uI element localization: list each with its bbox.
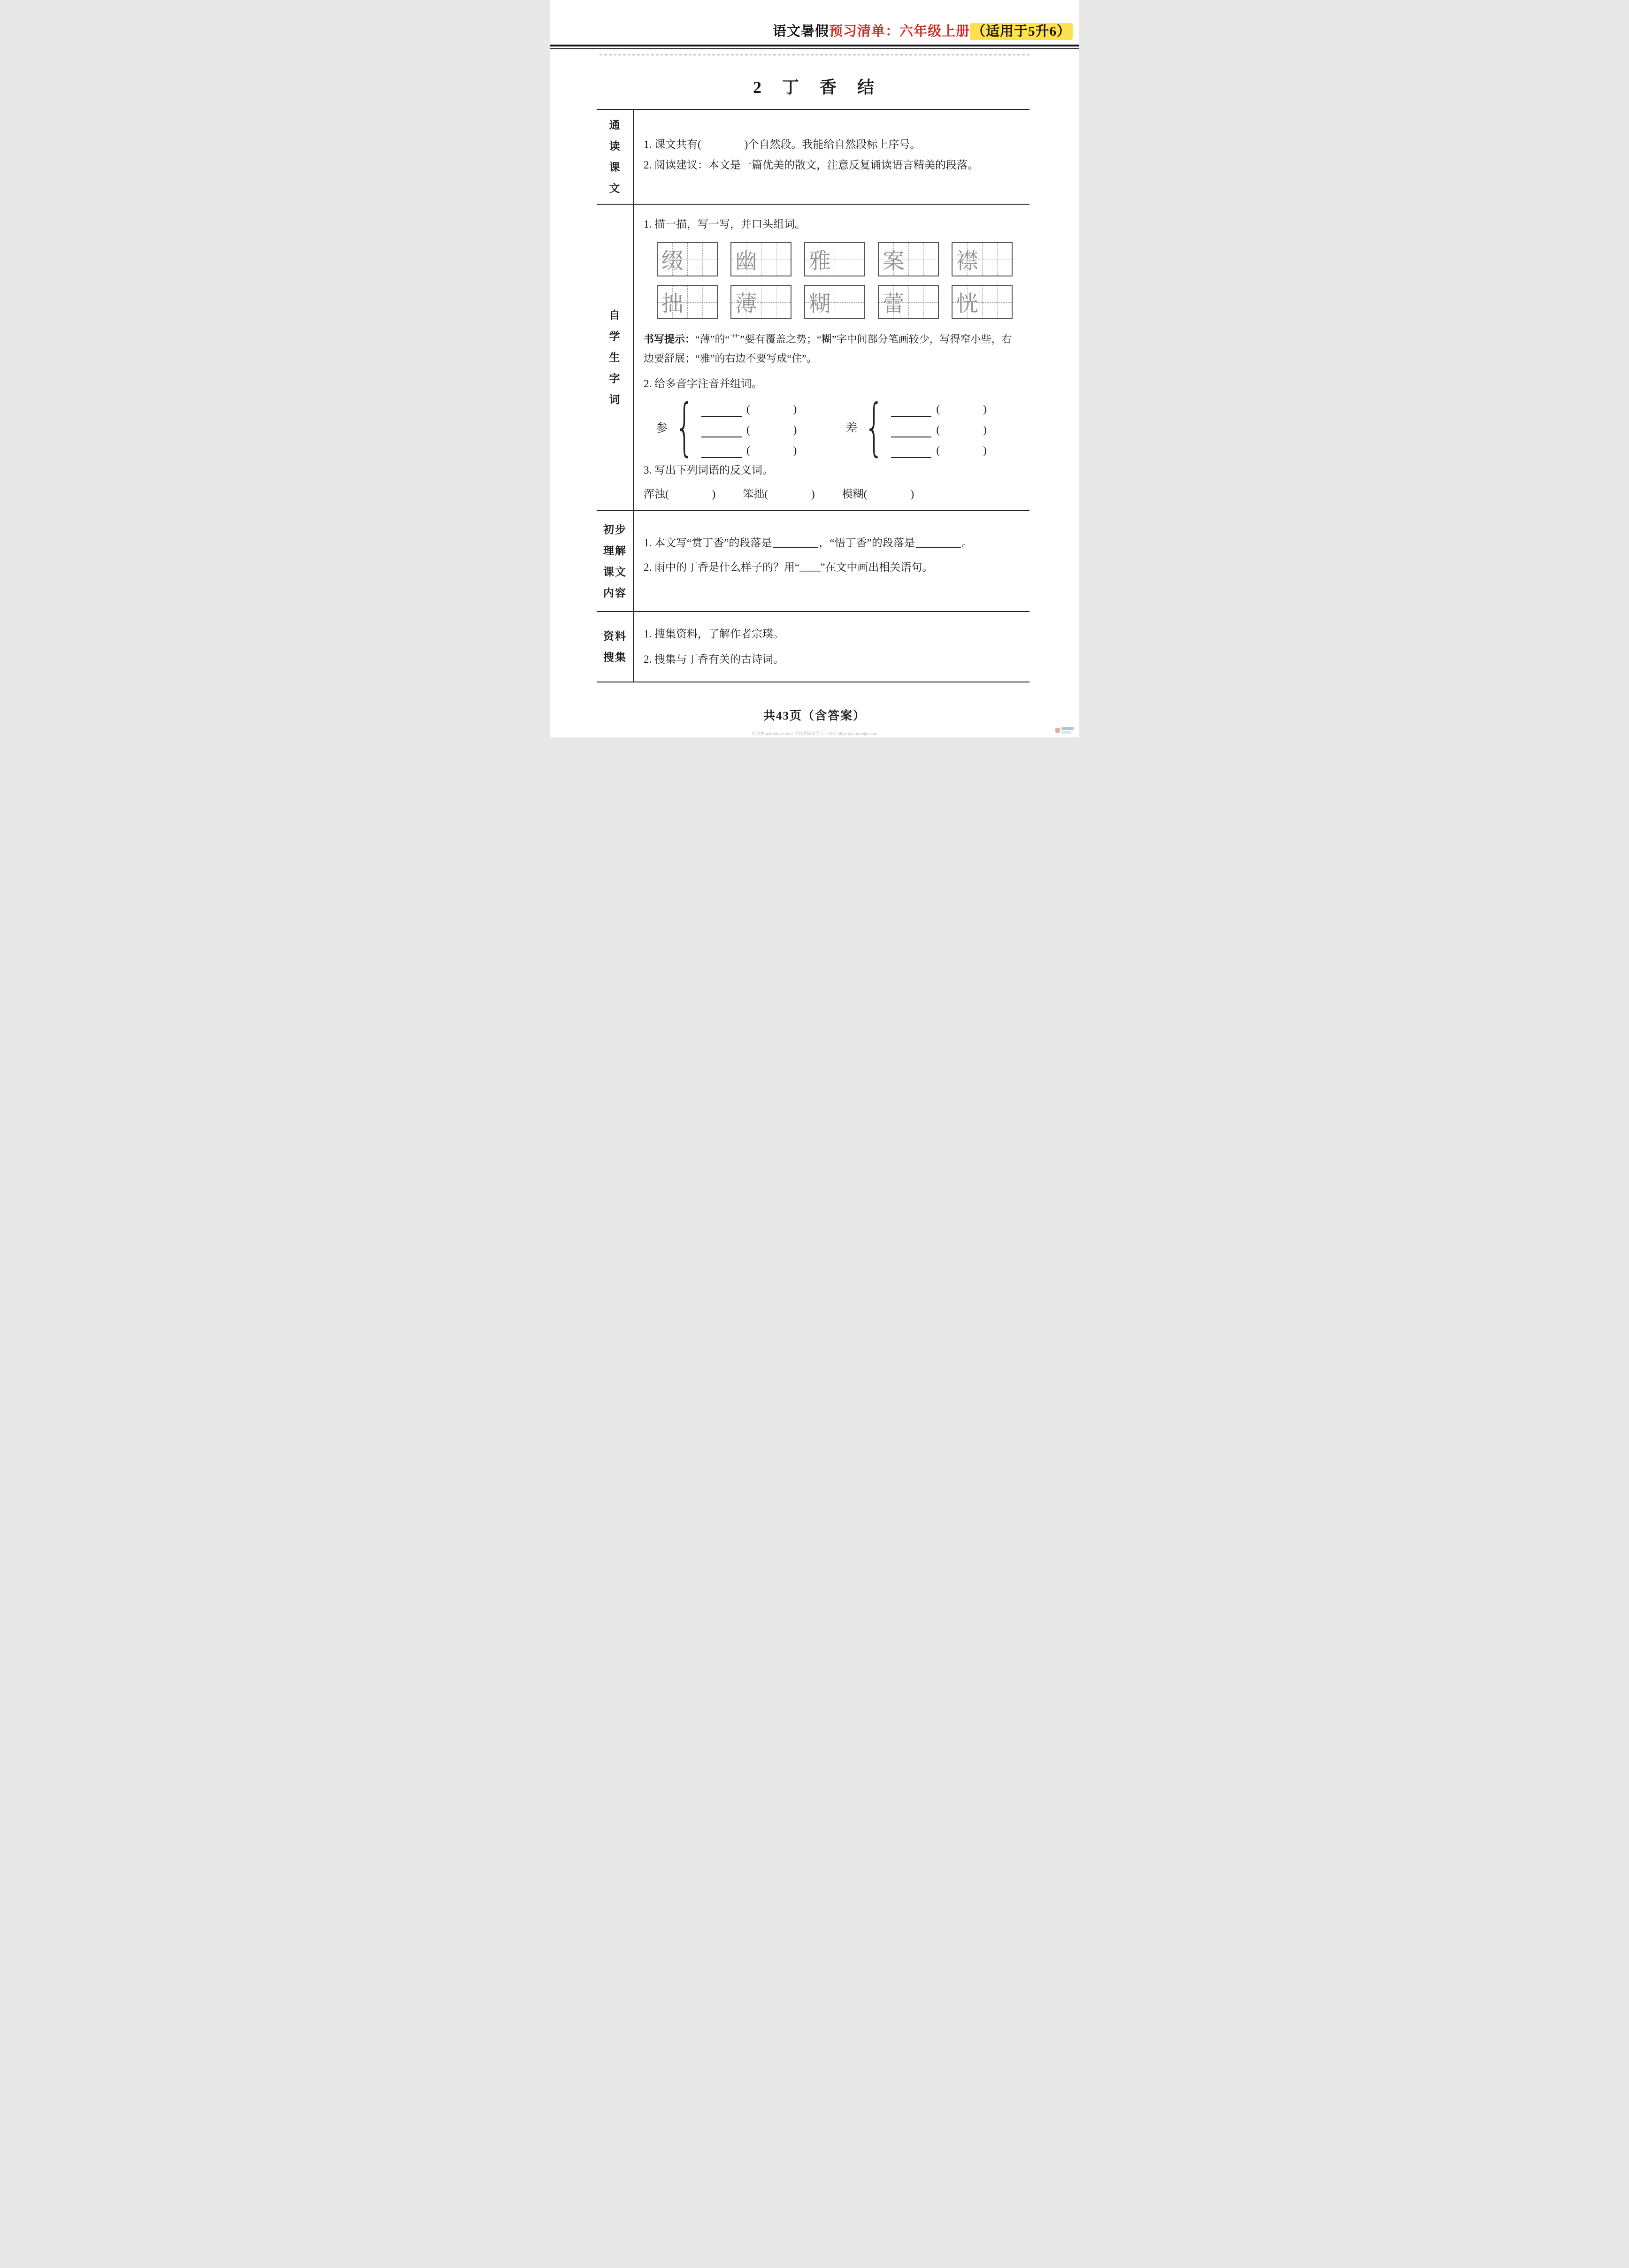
- label-char: 读: [609, 140, 621, 152]
- corner-watermark-bar: [1061, 727, 1074, 730]
- answer-blank: [891, 403, 931, 417]
- grid-cell-empty: [908, 286, 938, 318]
- corner-watermark-mark: [1055, 728, 1060, 733]
- character-grid-row-1: [657, 242, 1023, 276]
- grid-cell-character: [879, 286, 908, 318]
- label-char: 文: [609, 182, 621, 194]
- section-content-self-study: [634, 205, 1030, 510]
- label-char: 理解: [603, 544, 627, 557]
- practice-character: 糊: [808, 292, 831, 316]
- task-item: 1. 搜集资料，了解作者宗璞。: [644, 628, 784, 640]
- antonym-item: [842, 484, 914, 504]
- grid-cell-empty: [982, 286, 1012, 318]
- page-header: [773, 21, 1073, 40]
- label-char: 内容: [603, 586, 627, 599]
- character-grid-group: [878, 242, 939, 276]
- character-grid-row-2: [657, 285, 1023, 319]
- header-double-rule: [550, 45, 1079, 49]
- grid-cell-character: [731, 243, 761, 276]
- character-grid-group: [804, 285, 865, 319]
- answer-line: [701, 396, 797, 417]
- polyphone-answer-lines: [891, 396, 986, 458]
- writing-tip-title: 书写提示：: [644, 333, 696, 345]
- answer-line: [891, 417, 986, 437]
- label-char: 自: [609, 309, 621, 321]
- task-item: 2. 阅读建议：本文是一篇优美的散文，注意反复诵读语言精美的段落。: [644, 159, 978, 171]
- section-self-study-words: [597, 204, 1030, 510]
- label-char: 字: [609, 372, 621, 384]
- grid-cell-character: [658, 286, 687, 318]
- polyphone-group-cha: [845, 391, 987, 463]
- word-paren: ( ): [746, 403, 797, 415]
- header-subject: 语文暑假: [772, 24, 829, 39]
- task-item: 2. 给多音字注音并组词。: [644, 378, 762, 390]
- task-item: 2. 搜集与丁香有关的古诗词。: [644, 653, 784, 665]
- word-paren: ( ): [936, 424, 987, 436]
- word-paren: ( ): [746, 444, 797, 456]
- label-char: 通: [609, 119, 621, 131]
- word-paren: ( ): [665, 488, 716, 500]
- grid-cell-empty: [982, 243, 1012, 276]
- character-grid-group: [657, 285, 718, 319]
- grid-cell-character: [805, 243, 835, 276]
- polyphone-character: 差: [845, 422, 858, 435]
- character-grid-group: [730, 285, 791, 319]
- brace-glyph: {: [675, 391, 695, 463]
- antonym-word: 笨拙: [743, 488, 765, 500]
- site-watermark: 简单教-jiandanjie.com-学科网简单学习一条街 https://jiandanjie.com: [752, 731, 877, 736]
- character-grid-group: [952, 285, 1013, 319]
- answer-blank: [773, 536, 818, 548]
- label-char: 初步: [603, 523, 627, 536]
- grid-cell-empty: [687, 286, 717, 318]
- task-text: ”在文中画出相关语句。: [820, 561, 933, 573]
- grid-cell-empty: [761, 286, 791, 318]
- word-paren: ( ): [863, 488, 914, 500]
- task-item: 1. 描一描，写一写，并口头组词。: [644, 218, 806, 230]
- label-char: 课文: [603, 565, 627, 578]
- writing-tip-text: “薄”的“艹”要有覆盖之势；“糊”字中间部分笔画较少，写得窄小些，右边要舒展；“雅”的右边不要写成“住”。: [644, 333, 1012, 364]
- antonym-item: [644, 484, 715, 504]
- section-label-understanding: [597, 511, 634, 611]
- corner-watermark: [1055, 727, 1074, 734]
- word-paren: ( ): [764, 488, 815, 500]
- section-content-read-through: [634, 110, 1030, 204]
- label-char: 资料: [603, 630, 627, 642]
- answer-blank: [701, 444, 742, 458]
- task-text: 。: [961, 537, 973, 549]
- answer-line: [701, 437, 797, 458]
- corner-watermark-bar: [1061, 731, 1071, 734]
- label-char: 词: [609, 393, 621, 406]
- word-paren: ( ): [936, 444, 987, 456]
- polyphone-exercise: [656, 391, 1023, 463]
- task-item: 3. 写出下列词语的反义词。: [644, 464, 773, 476]
- polyphone-group-can: [656, 391, 797, 463]
- header-series-title: 预习清单：六年级上册: [829, 24, 970, 39]
- antonym-word: 模糊: [842, 488, 864, 500]
- grid-cell-character: [879, 243, 908, 276]
- practice-character: 薄: [735, 292, 757, 316]
- section-research: [597, 611, 1030, 682]
- section-understanding: [597, 510, 1030, 611]
- answer-blank: [701, 403, 742, 417]
- task-text: 2. 雨中的丁香是什么样子的？用“: [644, 561, 800, 573]
- label-char: 搜集: [603, 651, 627, 663]
- grid-cell-character: [953, 286, 982, 318]
- task-item: 1. 课文共有( )个自然段。我能给自然段标上序号。: [644, 138, 921, 150]
- worksheet-table: [597, 109, 1030, 682]
- grid-cell-empty: [835, 286, 865, 318]
- antonym-exercise: [644, 484, 1023, 504]
- practice-character: 案: [882, 249, 905, 274]
- wavy-underline-mark: ﹏﹏: [799, 561, 821, 573]
- character-grid-group: [878, 285, 939, 319]
- antonym-item: [743, 484, 814, 504]
- character-grid-group: [804, 242, 865, 276]
- answer-blank: [701, 423, 742, 437]
- grid-cell-empty: [687, 243, 717, 276]
- practice-character: 襟: [956, 249, 978, 274]
- task-item: [644, 531, 1023, 555]
- writing-tip: [644, 329, 1014, 368]
- practice-character: 幽: [735, 249, 757, 274]
- grid-cell-character: [731, 286, 761, 318]
- grid-cell-character: [953, 243, 982, 276]
- answer-line: [891, 396, 986, 417]
- answer-blank: [891, 423, 931, 437]
- word-paren: ( ): [936, 403, 987, 415]
- label-char: 课: [609, 161, 621, 173]
- grid-cell-character: [658, 243, 687, 276]
- section-label-read-through: [597, 110, 634, 204]
- lesson-title: 2 丁 香 结: [753, 78, 876, 97]
- answer-blank: [891, 444, 931, 458]
- grid-cell-empty: [835, 243, 865, 276]
- grid-cell-character: [805, 286, 835, 318]
- section-read-through: [597, 110, 1030, 204]
- section-label-research: [597, 612, 634, 682]
- section-content-research: [634, 612, 1030, 682]
- task-text: ，“悟丁香”的段落是: [819, 537, 915, 549]
- label-char: 学: [609, 330, 621, 342]
- character-grid-group: [657, 242, 718, 276]
- header-grade-badge: （适用于5升6）: [970, 23, 1073, 40]
- header-dashed-rule: [599, 54, 1030, 55]
- practice-character: 缀: [661, 249, 684, 274]
- practice-character: 雅: [808, 249, 831, 274]
- task-item: [644, 555, 1023, 580]
- grid-cell-empty: [761, 243, 791, 276]
- grid-cell-empty: [908, 243, 938, 276]
- character-grid-group: [730, 242, 791, 276]
- label-char: 生: [609, 351, 621, 363]
- page-count-footer: 共43页（含答案）: [763, 710, 866, 722]
- antonym-word: 浑浊: [644, 488, 665, 500]
- character-grid-group: [952, 242, 1013, 276]
- answer-line: [701, 417, 797, 437]
- polyphone-character: 参: [656, 422, 668, 435]
- practice-character: 拙: [661, 292, 684, 316]
- section-content-understanding: [634, 511, 1030, 611]
- section-label-self-study: [597, 205, 634, 510]
- practice-character: 蕾: [882, 292, 905, 316]
- answer-line: [891, 437, 986, 458]
- task-text: 1. 本文写“赏丁香”的段落是: [644, 537, 772, 549]
- answer-blank: [916, 536, 961, 548]
- worksheet-page: [550, 0, 1079, 737]
- polyphone-answer-lines: [701, 396, 797, 458]
- practice-character: 恍: [956, 292, 978, 316]
- word-paren: ( ): [746, 424, 797, 436]
- brace-glyph: {: [864, 391, 884, 463]
